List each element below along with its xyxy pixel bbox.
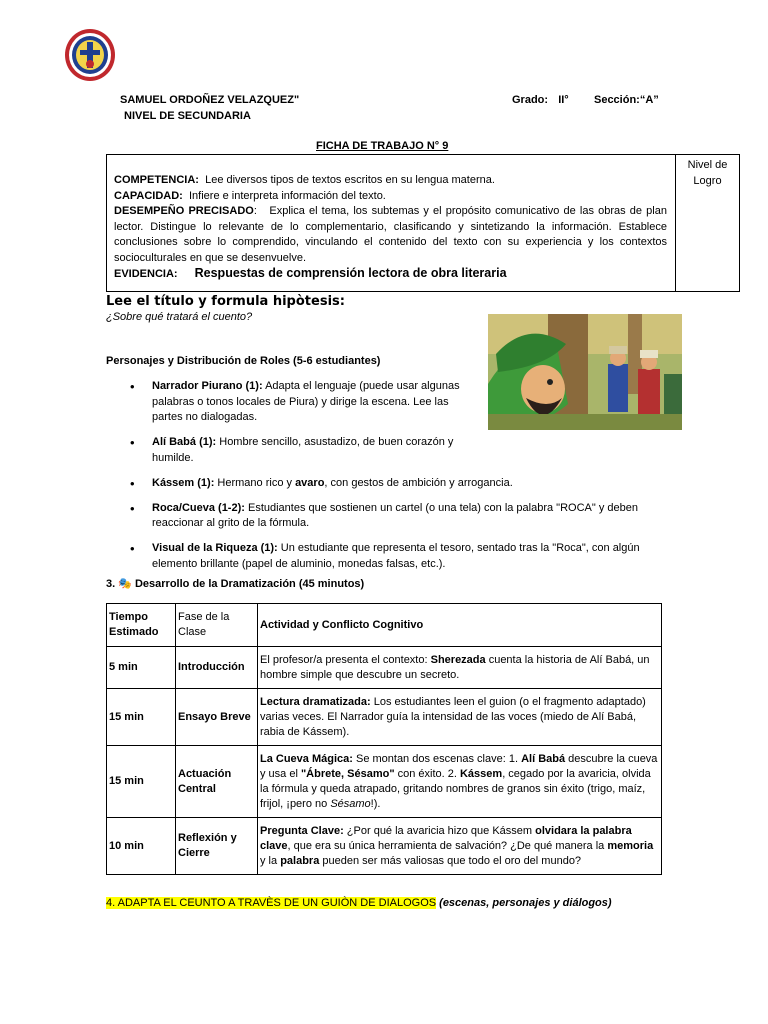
activity-text: ¿Por qué la avaricia hizo que Kássem [343,824,536,837]
development-title: 3. 🎭 Desarrollo de la Dramatización (45 minutos) [106,578,365,590]
roles-title: Personajes y Distribución de Roles (5-6 estudiantes) [106,355,381,367]
activity-bold: palabra [280,854,320,867]
row-time: 15 min [107,746,176,818]
activity-text: Los estudiantes leen el guion (o el fragmento adaptado) varias veces. El Narrador guía la intensidad de las voces (miedo de Alí Babá, rabia de Kássem). [260,695,646,738]
role-desc-c: , con gestos de ambición y arrogancia. [324,476,513,489]
competencia-label: COMPETENCIA: [114,174,199,186]
evidencia-line [114,266,667,283]
activity-text: El profesor/a presenta el contexto: [260,653,431,666]
role-name: Roca/Cueva (1-2): [152,501,245,514]
list-item [130,541,660,572]
grado-label: Grado: [512,94,549,106]
role-desc: Adapta el lenguaje (puede usar algunas palabras o tonos locales de Piura) y dirige la escena. Lee las partes no dialogadas. [152,380,460,423]
capacidad-line [114,189,667,205]
row-time: 5 min [107,647,176,689]
role-desc: Un estudiante que representa el tesoro, sentado tras la "Roca", con algún elemento brillante (papel de aluminio, monedas falsas, etc.). [152,542,640,570]
row-activity [258,818,662,875]
role-name: Alí Babá (1): [152,436,217,448]
activity-text: cuenta la historia de Alí Babá, un hombre simple que descubre un secreto. [260,653,650,681]
table-row [107,818,662,875]
activity-bold: Kássem [459,767,503,780]
capacidad-label: CAPACIDAD: [114,189,183,202]
adapt-italic: (escenas, personajes y diálogos) [439,897,612,909]
evidencia-label: EVIDENCIA: [114,268,178,280]
list-item [130,476,660,492]
adapt-highlight: 4. ADAPTA EL CEUNTO A TRAVÈS DE UN GUIÒN DE DIALOGOS [106,897,437,909]
list-item [130,379,482,426]
desempeno-label: DESEMPEÑO PRECISADO [114,205,254,217]
list-item [130,501,660,532]
role-desc-b: avaro [295,476,325,489]
table-row [107,689,662,746]
activity-bold: "Ábrete, Sésamo" [300,767,395,780]
reading-question: ¿Sobre qué tratará el cuento? [106,311,253,323]
row-phase: Reflexión y Cierre [176,818,258,875]
school-level: NIVEL DE SECUNDARIA [124,110,251,122]
reading-title: Lee el título y formula hipòtesis: [106,294,345,309]
desempeno-text: Explica el tema, los subtemas y el propósito comunicativo de las obras de plan lector. Distingue lo relevante de lo complementario, clasificando y sintetizando la información. Establece conclusiones sobre lo comprendido, vinculando el contenido del texto con su experiencia y los contextos socioculturales en que se desenvuelve. [114,205,667,264]
header-phase: Fase de la Clase [176,604,258,647]
competency-box [106,154,740,292]
row-time: 10 min [107,818,176,875]
desempeno-line: DESEMPEÑO PRECISADO: Explica el tema, los subtemas y el propósito comunicativo de las obras de plan lector. Distingue lo relevante de lo complementario, clasificando y sintetizando la información. Establece conclusiones sobre lo comprendido, vinculando el contenido del texto con su experiencia y los contextos socioculturales en que se desenvuelve. [114,205,667,264]
activity-bold: La Cueva Mágica: [260,752,353,765]
row-phase: Ensayo Breve [176,689,258,746]
table-row [107,746,662,818]
row-time: 15 min [107,689,176,746]
list-item [130,435,482,466]
competency-content [107,155,676,291]
role-name: Kássem (1): [152,476,215,489]
activity-text: Se montan dos escenas clave: 1. [352,752,522,765]
nivel-logro-cell: Nivel de Logro [687,159,728,187]
header-activity: Actividad y Conflicto Cognitivo [258,604,662,647]
header-time: Tiempo Estimado [107,604,176,647]
competencia-text: Lee diversos tipos de textos escritos en su lengua materna. [205,174,495,186]
activity-bold: memoria [607,839,654,852]
row-phase: Introducción [176,647,258,689]
row-activity [258,746,662,818]
activity-bold: olvidara la palabra clave [260,824,632,852]
capacidad-text: Infiere e interpreta información del texto. [188,189,386,202]
activity-italic: Sésamo [330,797,371,810]
seccion-label: Sección: [593,94,640,106]
competencia-line [114,173,667,189]
roles-list [130,379,660,582]
table-header-row [107,604,662,647]
role-desc-a: Hermano rico y [217,476,292,489]
activity-text: pueden ser más valiosas que todo el oro del mundo? [319,854,582,867]
activity-bold: Lectura dramatizada: [260,695,371,708]
activity-bold: Alí Babá [521,752,566,765]
grade-section [512,94,659,106]
activity-bold: Sherezada [430,653,486,666]
activity-text: descubre la cueva y usa el [260,752,658,780]
role-desc: Hombre sencillo, asustadizo, de buen corazón y humilde. [152,436,454,464]
seccion-value: “A” [639,94,659,106]
grado-value: II° [558,94,569,106]
student-name: SAMUEL ORDOÑEZ VELAZQUEZ" [120,94,300,106]
activity-text: , cegado por la avaricia, olvida la fórmula y queda atrapado, gritando nombres de granos sin éxito (trigo, maíz, frijol, ¡pero no [260,767,651,810]
development-table [106,603,662,875]
role-name: Narrador Piurano (1): [152,380,263,392]
role-desc: Estudiantes que sostienen un cartel (o una tela) con la palabra "ROCA" y deben reaccionar al grito de la fórmula. [152,501,638,529]
worksheet-title: FICHA DE TRABAJO N° 9 [316,140,449,152]
adapt-task [106,897,612,909]
activity-text: !). [370,797,381,810]
table-row [107,647,662,689]
activity-bold: Pregunta Clave: [260,824,344,837]
row-phase: Actuación Central [176,746,258,818]
activity-text: y la [260,854,281,867]
row-activity [258,689,662,746]
role-name: Visual de la Riqueza (1): [152,542,278,554]
activity-text: con éxito. 2. [394,767,460,780]
activity-text: , que era su única herramienta de salvación? ¿De qué manera la [287,839,608,852]
row-activity [258,647,662,689]
evidencia-text: Respuestas de comprensión lectora de obra literaria [194,266,507,280]
school-logo [64,28,116,82]
